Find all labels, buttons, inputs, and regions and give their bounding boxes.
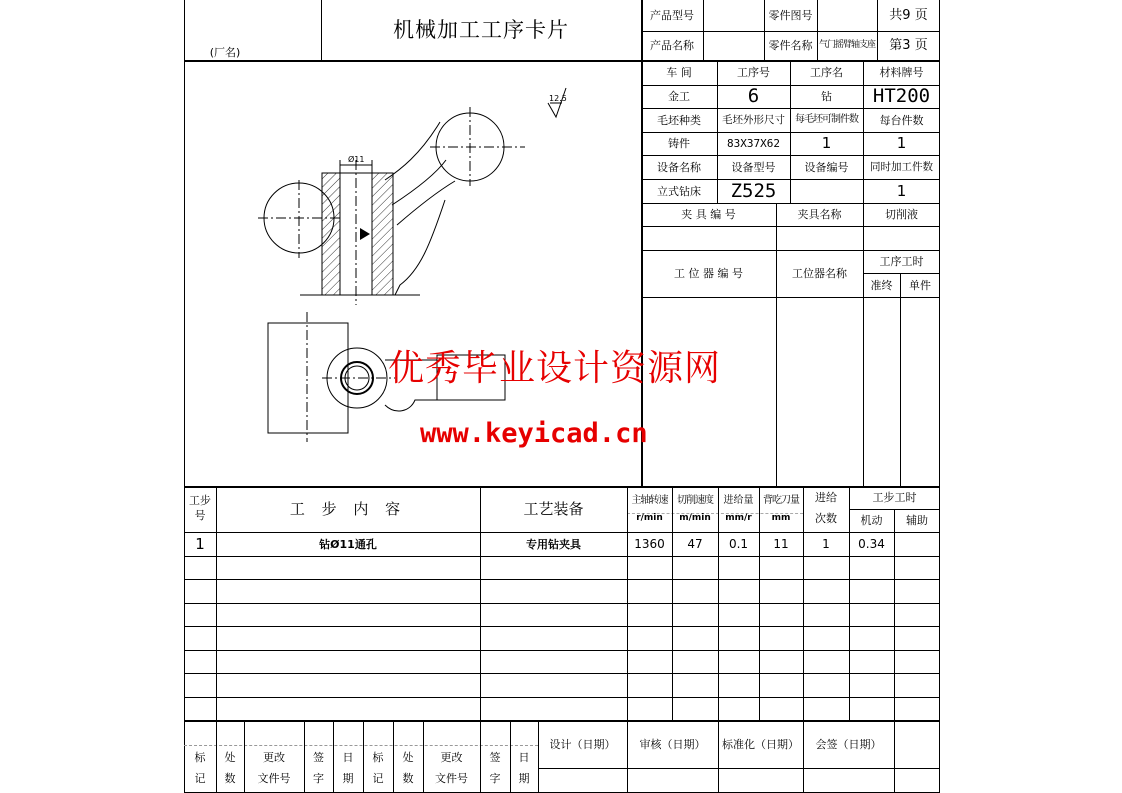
footer-change-doc-1-a: 更改 (263, 751, 285, 765)
watermark-url: www.keyicad.cn (420, 418, 648, 449)
row-1-step-no: 1 (195, 534, 205, 553)
grid-line (184, 579, 940, 580)
material-value: HT200 (872, 85, 931, 107)
footer-mark-2 (363, 745, 393, 793)
footer-mark-1-a: 标 (194, 751, 206, 765)
simultaneous-label: 同时加工件数 (870, 160, 933, 173)
op-no-label: 工序号 (737, 66, 770, 79)
header-spindle-speed (627, 486, 672, 532)
part-name-value: 气门摇臂轴支座 (818, 40, 875, 50)
footer-change-doc-2-a: 更改 (440, 751, 463, 765)
fixture-no-label: 夹 具 编 号 (681, 208, 736, 221)
row-1-spindle-speed: 1360 (634, 537, 665, 551)
parts-per-unit-label: 每台件数 (879, 113, 924, 127)
header-passes-line2: 次数 (815, 512, 837, 525)
footer-mark-1-b: 记 (194, 772, 206, 785)
grid-line (184, 673, 940, 674)
footer-change-doc-2 (423, 745, 480, 793)
footer-date-2-b: 期 (518, 772, 530, 785)
row-1-depth: 11 (773, 537, 789, 551)
equip-no-label: 设备编号 (804, 160, 849, 174)
row-1-content: 钻Ø11通孔 (319, 537, 377, 551)
footer-date-1 (333, 745, 363, 793)
header-step-no-line1: 工步 (189, 494, 211, 508)
footer-mid-line (538, 768, 940, 769)
footer-sign-1-a: 签 (313, 751, 324, 765)
footer-sign-1-b: 字 (313, 772, 324, 785)
simultaneous-value: 1 (896, 181, 907, 200)
parts-per-blank-label: 每毛坯可制件数 (795, 114, 858, 125)
header-cutting-speed-unit: m/min (679, 512, 711, 523)
footer-change-doc-2-b: 文件号 (435, 772, 468, 785)
blank-size-label: 毛坯外形尺寸 (722, 113, 785, 126)
unit-time-label: 单件 (909, 278, 931, 292)
grid-line (641, 226, 940, 227)
footer-design: 设计（日期） (549, 737, 616, 751)
header-depth (759, 486, 803, 532)
blank-type-value: 铸件 (668, 137, 690, 150)
blank-size-value: 83X37X62 (727, 137, 780, 150)
row-1-cutting-speed: 47 (687, 537, 703, 551)
material-label: 材料牌号 (879, 66, 924, 79)
product-name-label: 产品名称 (650, 39, 694, 52)
header-feed (718, 486, 759, 532)
footer-mark-2-b: 记 (372, 772, 384, 785)
grid-line (184, 626, 940, 627)
footer-change-doc-1 (244, 745, 304, 793)
footer-sign-1 (304, 745, 333, 793)
header-cutting-speed-line1: 切削速度 (677, 495, 713, 507)
header-equipment: 工艺装备 (523, 499, 584, 518)
header-feed-unit: mm/r (725, 512, 752, 523)
header-spindle-speed-line1: 主轴转速 (631, 495, 668, 507)
part-drawing-no-label: 零件图号 (768, 9, 813, 22)
prep-time-label: 准终 (870, 278, 893, 292)
op-no-value: 6 (747, 85, 760, 107)
equip-no-value (790, 179, 863, 203)
header-cutting-speed (672, 486, 718, 532)
watermark-title: 优秀毕业设计资源网 (388, 348, 722, 389)
footer-mark-2-a: 标 (372, 751, 384, 765)
footer-standardize: 标准化（日期） (722, 737, 799, 751)
header-spindle-speed-unit: r/min (636, 512, 663, 523)
part-drawing-no-value (817, 0, 877, 31)
footer-date-1-a: 日 (342, 751, 354, 765)
op-name-label: 工序名 (810, 66, 843, 79)
workshop-label: 车 间 (666, 66, 692, 79)
factory-label: (厂名) (209, 45, 241, 59)
product-name-value (703, 31, 764, 60)
grid-line (641, 297, 940, 298)
page-title: 机械加工工序卡片 (393, 17, 569, 42)
equip-name-value: 立式钻床 (657, 184, 701, 198)
op-name-value: 钻 (821, 90, 832, 103)
footer-sign-2-a: 签 (489, 751, 501, 765)
blank-type-label: 毛坯种类 (657, 113, 701, 127)
footer-change-doc-1-b: 文件号 (257, 772, 291, 785)
grid-line (894, 720, 895, 793)
parts-per-blank-value: 1 (821, 134, 832, 152)
row-1-aux-time (894, 532, 940, 556)
header-passes (803, 486, 849, 532)
workshop-value: 金工 (668, 90, 690, 103)
fixture-name-label: 夹具名称 (797, 208, 842, 221)
header-step-time: 工步工时 (872, 491, 917, 504)
header-step-content: 工 步 内 容 (289, 499, 407, 518)
footer-count-1-a: 处 (224, 751, 236, 765)
row-1-passes: 1 (822, 537, 830, 551)
coolant-label: 切削液 (885, 208, 918, 221)
equip-model-label: 设备型号 (731, 160, 776, 174)
footer-date-1-b: 期 (342, 772, 354, 785)
footer-sign-2 (480, 745, 510, 793)
grid-line (900, 273, 901, 486)
header-step-no-line2: 号 (194, 509, 206, 522)
grid-line (184, 603, 940, 604)
page-number: 第3 页 (889, 38, 928, 53)
station-tool-name-label: 工位器名称 (792, 267, 847, 280)
header-depth-unit: mm (771, 512, 791, 523)
footer-mark-1 (184, 745, 216, 793)
total-pages: 共9 页 (889, 8, 928, 23)
footer-review: 审核（日期） (639, 737, 706, 751)
grid-line (184, 697, 940, 698)
grid-line (184, 650, 940, 651)
row-1-machine-time: 0.34 (858, 537, 885, 551)
header-depth-line1: 背吃刀量 (763, 495, 799, 507)
footer-count-2-b: 数 (402, 772, 414, 785)
header-aux-time: 辅助 (906, 514, 928, 527)
parts-per-unit-value: 1 (896, 134, 907, 152)
row-1-equipment: 专用钻夹具 (526, 537, 581, 551)
equip-name-label: 设备名称 (657, 160, 701, 174)
grid-line (184, 556, 940, 557)
footer-countersign: 会签（日期） (815, 737, 882, 751)
op-time-label: 工序工时 (879, 255, 924, 268)
footer-count-1-b: 数 (224, 772, 236, 785)
row-1-feed: 0.1 (728, 537, 749, 551)
part-name-label: 零件名称 (768, 39, 813, 52)
station-tool-no-label: 工 位 器 编 号 (674, 267, 743, 280)
header-feed-line1: 进给量 (723, 495, 754, 507)
header-machine-time: 机动 (860, 514, 883, 527)
footer-count-2 (393, 745, 423, 793)
footer-date-2 (510, 745, 538, 793)
svg-text:Ø11: Ø11 (348, 155, 365, 164)
footer-date-2-a: 日 (518, 751, 530, 765)
footer-sign-2-b: 字 (489, 772, 501, 785)
grid-line (776, 203, 777, 486)
product-model-label: 产品型号 (650, 9, 694, 22)
footer-count-1 (216, 745, 244, 793)
equip-model-value: Z525 (730, 179, 777, 202)
svg-text:12.5: 12.5 (549, 94, 567, 103)
header-step-no (184, 486, 216, 532)
header-passes-line1: 进给 (815, 491, 837, 505)
footer-count-2-a: 处 (402, 751, 414, 765)
product-model-value (703, 0, 764, 31)
